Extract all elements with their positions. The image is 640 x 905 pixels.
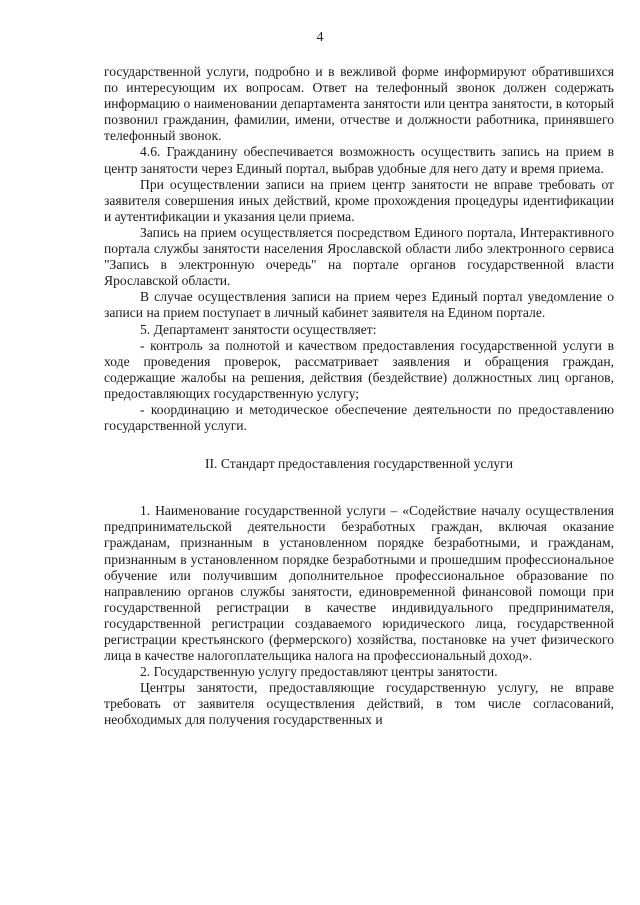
paragraph: 1. Наименование государственной услуги – «Содействие началу осуществления предпринимательской деятельности безработных граждан, включая оказание гражданам, признанным в установленном порядке безработными, и гражданам, признанным в установленном порядке безработными и прошедшим профессиональное обучение или получившим дополнительное профессиональное образование по направлению органов службы занятости, единовременной финансовой помощи при государственной регистрации в качестве индивидуального предпринимателя, государственной регистрации создаваемого юридического лица, государственной регистрации крестьянского (фермерского) хозяйства, постановке на учет физического лица в качестве налогоплательщика налога на профессиональный доход». <box>104 503 614 664</box>
paragraph: При осуществлении записи на прием центр занятости не вправе требовать от заявителя совершения иных действий, кроме прохождения процедуры идентификации и аутентификации и указания цели приема. <box>104 176 614 224</box>
paragraph: 5. Департамент занятости осуществляет: <box>140 321 377 337</box>
paragraph: 4.6. Гражданину обеспечивается возможность осуществить запись на прием в центр занятости через Единый портал, выбрав удобные для него дату и время приема. <box>104 144 614 176</box>
paragraph: 2. Государственную услугу предоставляют центры занятости. <box>140 664 498 680</box>
paragraph: - контроль за полнотой и качеством предоставления государственной услуги в ходе проведения проверок, рассматривает заявления и обращения граждан, содержащие жалобы на решения, действия (бездействие) должностных лиц органов, предоставляющих государственную услугу; <box>104 337 614 401</box>
paragraph: - координацию и методическое обеспечение деятельности по предоставлению государственной услуги. <box>104 401 614 434</box>
section-heading: II. Стандарт предоставления государственной услуги <box>204 456 513 472</box>
paragraph: В случае осуществления записи на прием через Единый портал уведомление о записи на прием поступает в личный кабинет заявителя на Едином портале. <box>104 289 614 321</box>
paragraph: государственной услуги, подробно и в вежливой форме информируют обратившихся по интересующим их вопросам. Ответ на телефонный звонок должен содержать информацию о наименовании департамента занятости или центра занятости, в который позвонил гражданин, фамилии, имени, отчестве и должности работника, принявшего телефонный звонок. <box>104 64 614 144</box>
document-body <box>104 64 614 729</box>
page-number: 4 <box>316 30 324 45</box>
paragraph: Центры занятости, предоставляющие государственную услугу, не вправе требовать от заявителя осуществления действий, в том числе согласований, необходимых для получения государственных и <box>104 680 614 728</box>
paragraph: Запись на прием осуществляется посредством Единого портала, Интерактивного портала службы занятости населения Ярославской области либо электронного сервиса "Запись в электронную очередь" на портале органов государственной власти Ярославской области. <box>104 224 614 289</box>
